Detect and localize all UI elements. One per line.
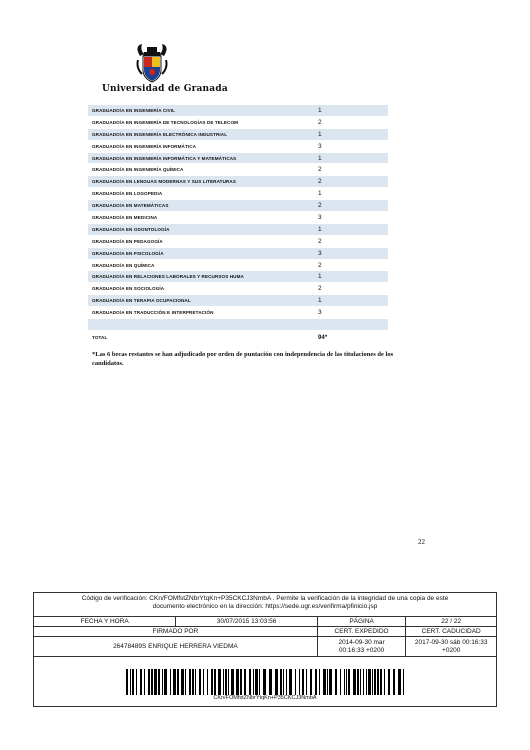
degree-count: 3 [318,247,388,259]
degree-name: GRADUADO/A EN INGENIERÍA ELECTRÓNICA INDUSTRIAL [88,128,318,140]
degree-count: 1 [318,271,388,283]
table-row [88,295,388,307]
barcode-text: CKn/FOMfstZNbrYtqKn+P35CKCJ3NmbA [213,695,317,701]
cert-header-row [34,627,496,637]
table-row [88,247,388,259]
degree-name: GRADUADO/A EN RELACIONES LABORALES Y RECURSOS HUMA [88,271,318,283]
expedido-line2: 00:16:33 +0200 [338,646,385,654]
table-row [88,259,388,271]
verification-text-line1: Código de verificación: CKn/FOMfstZNbrYtqKn+P35CKCJ3NmbA . Permite la verificación de la integridad de una copia de este [81,595,449,602]
page-number: 22 [418,538,425,546]
total-label: TOTAL [88,330,318,344]
caducidad-label: CERT. CADUCIDAD [421,627,481,635]
degree-count: 1 [318,152,388,164]
degree-count: 2 [318,283,388,295]
caducidad-line1: 2017-09-30 sáb 00:16:33 [414,638,488,646]
footnote: *Las 6 becas restantes se han adjudicado por orden de puntación con independencia de las titulaciones de los candidatos. [92,351,394,367]
expedido-label: CERT. EXPEDIDO [318,627,407,636]
caducidad-line2: +0200 [442,646,461,654]
degree-name: GRADUADO/A EN INGENIERÍA INFORMÁTICA Y MATEMÁTICAS [88,152,318,164]
degree-name: GRADUADO/A EN PSICOLOGÍA [88,247,318,259]
degree-count: 2 [318,164,388,176]
degree-name: GRADUADO/A EN LENGUAS MODERNAS Y SUS LITERATURAS [88,176,318,188]
degree-count: 1 [318,223,388,235]
degree-count: 1 [318,295,388,307]
pagina-value: 22 / 22 [441,617,462,625]
degree-name: GRADUADO/A EN MEDICINA [88,212,318,224]
table-row [88,200,388,212]
table-row [88,128,388,140]
degree-count: 1 [318,188,388,200]
degree-name: GRADUADO/A EN SOCIOLOGÍA [88,283,318,295]
cert-value-row [34,637,496,657]
table-row [88,307,388,319]
degree-name: GRADUADO/A EN INGENIERÍA QUÍMICA [88,164,318,176]
degree-count: 3 [318,212,388,224]
degree-count [318,319,388,331]
table-row [88,223,388,235]
table-row [88,116,388,128]
degree-name: GRADUADO/A EN ODONTOLOGÍA [88,223,318,235]
degree-name: GRADUADO/A EN INGENIERÍA INFORMÁTICA [88,140,318,152]
table-row [88,283,388,295]
table-row [88,152,388,164]
pagina-label: PÁGINA [318,617,407,626]
degree-name: GRADUADO/A EN LOGOPEDIA [88,188,318,200]
degree-count: 1 [318,128,388,140]
degree-name: GRADUADO/A EN QUÍMICA [88,259,318,271]
table-row [88,188,388,200]
firmante-value: 26478489S ENRIQUE HERRERA VIEDMA [34,637,318,656]
degree-count: 3 [318,140,388,152]
degree-count: 2 [318,176,388,188]
total-row [88,330,388,344]
degree-count: 2 [318,235,388,247]
barcode-area [34,657,496,707]
table-row [88,176,388,188]
degree-count: 1 [318,105,388,117]
degree-name: GRADUADO/A EN TERAPIA OCUPACIONAL [88,295,318,307]
degree-name: GRADUADO/A EN TRADUCCIÓN E INTERPRETACIÓN [88,307,318,319]
table-row [88,235,388,247]
barcode-icon [126,669,406,695]
degree-count: 2 [318,259,388,271]
table-row [88,105,388,117]
degree-name: GRADUADO/A EN INGENIERÍA DE TECNOLOGÍAS DE TELECOM [88,116,318,128]
degree-name: GRADUADO/A EN INGENIERÍA CIVIL [88,105,318,117]
firmado-label: FIRMADO POR [34,627,318,636]
table-row [88,271,388,283]
table-row [88,140,388,152]
fecha-value: 30/07/2015 13:03:56 [176,617,317,626]
signature-block [33,592,497,707]
expedido-line1: 2014-09-30 mar [338,638,385,646]
verification-text-line2: documento electrónico en la dirección: https://sede.ugr.es/verifirma/pfinicio.jsp [152,603,378,610]
degree-scholarship-table [88,104,388,344]
institution-name: Universidad de Granada [102,84,228,94]
date-row [34,617,496,627]
table-row [88,319,388,331]
degree-count: 2 [318,200,388,212]
caducidad-value [406,637,496,656]
degree-name: GRADUADO/A EN PEDAGOGÍA [88,235,318,247]
expedido-value [318,637,407,656]
table-row [88,212,388,224]
degree-count: 2 [318,116,388,128]
total-value: 94* [318,330,388,344]
degree-name [88,319,318,331]
fecha-label: FECHA Y HORA [34,617,176,626]
university-crest-icon [128,42,176,84]
verification-row [34,593,496,617]
degree-name: GRADUADO/A EN MATEMÁTICAS [88,200,318,212]
table-row [88,164,388,176]
degree-count: 3 [318,307,388,319]
